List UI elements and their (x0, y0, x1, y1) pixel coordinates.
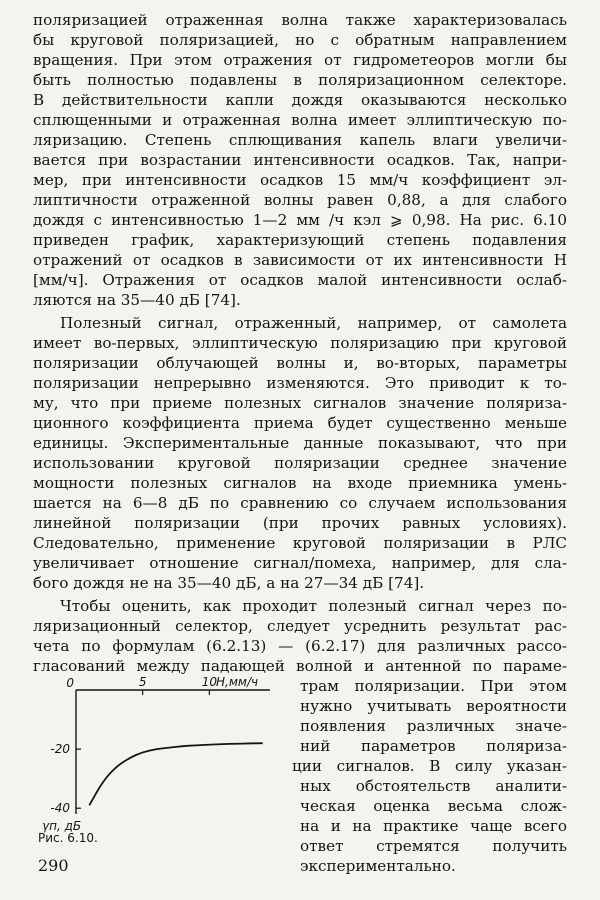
x-tick-label: 0 (66, 676, 74, 690)
text-line: ных обстоятельств аналити- (300, 777, 567, 795)
text-line: сплющенными и отраженная волна имеет эллиптическую по- (33, 111, 567, 129)
text-line: ции сигналов. В силу указан- (292, 757, 567, 775)
chart-series-line (89, 743, 262, 805)
figure-caption: Рис. 6.10. (38, 831, 98, 845)
y-axis-label: γп, дБ (42, 819, 82, 833)
x-tick-label: 10 (201, 675, 217, 689)
text-line: имеет во-первых, эллиптическую поляризацию при круговой (33, 334, 567, 352)
text-line: единицы. Экспериментальные данные показывают, что при (33, 434, 567, 452)
text-line: вается при возрастании интенсивности осадков. Так, напри- (33, 151, 567, 169)
text-line: [мм/ч]. Отражения от осадков малой интенсивности ослаб- (33, 271, 567, 289)
text-line: на и на практике чаще всего (300, 817, 567, 835)
text-line: отражений от осадков в зависимости от их интенсивности H (33, 251, 567, 269)
text-line: му, что при приеме полезных сигналов значение поляриза- (33, 394, 567, 412)
x-tick-label: 5 (138, 675, 147, 689)
y-tick-label: -40 (50, 801, 70, 816)
page-number: 290 (38, 856, 69, 875)
text-line: ний параметров поляриза- (300, 737, 567, 755)
text-line: Следовательно, применение круговой поляризации в РЛС (33, 534, 567, 552)
text-line: мощности полезных сигналов на входе приемника умень- (33, 474, 567, 492)
text-line: липтичности отраженной волны равен 0,88, а для слабого (33, 191, 567, 209)
text-line: быть полностью подавлены в поляризационном селекторе. (33, 71, 567, 89)
text-line: мер, при интенсивности осадков 15 мм/ч коэффициент эл- (33, 171, 567, 189)
text-line: поляризации облучающей волны и, во-вторых, параметры (33, 354, 567, 372)
text-line: линейной поляризации (при прочих равных условиях). (33, 514, 567, 532)
text-line: бы круговой поляризацией, но с обратным направлением (33, 31, 567, 49)
text-line: экспериментально. (300, 857, 456, 875)
text-line: нужно учитывать вероятности (300, 697, 567, 715)
text-line: ответ стремятся получить (300, 837, 567, 855)
text-line: дождя с интенсивностью 1—2 мм /ч κэл ⩾ 0,98. На рис. 6.10 (33, 211, 567, 229)
text-line: увеличивает отношение сигнал/помеха, например, для сла- (33, 554, 567, 572)
text-line: шается на 6—8 дБ по сравнению со случаем использования (33, 494, 567, 512)
text-line: приведен график, характеризующий степень подавления (33, 231, 567, 249)
text-line: В действительности капли дождя оказываются несколько (33, 91, 567, 109)
text-line: гласований между падающей волной и антенной по параме- (33, 657, 567, 675)
text-line: поляризацией отраженная волна также характеризовалась (33, 11, 567, 29)
text-line: чета по формулам (6.2.13) — (6.2.17) для различных рассо- (33, 637, 567, 655)
y-tick-label: -20 (50, 742, 70, 757)
text-line: Чтобы оценить, как проходит полезный сигнал через по- (60, 597, 567, 615)
text-line: ляризационный селектор, следует усреднить результат рас- (33, 617, 567, 635)
suppression-chart (40, 664, 280, 854)
text-line: использовании круговой поляризации среднее значение (33, 454, 567, 472)
x-axis-label: H,мм/ч (216, 675, 259, 689)
text-line: ляризацию. Степень сплющивания капель влаги увеличи- (33, 131, 567, 149)
text-line: трам поляризации. При этом (300, 677, 567, 695)
text-line: вращения. При этом отражения от гидрометеоров могли бы (33, 51, 567, 69)
text-line: ляются на 35—40 дБ [74]. (33, 291, 241, 309)
text-line: поляризации непрерывно изменяются. Это приводит к то- (33, 374, 567, 392)
text-line: ционного коэффициента приема будет существенно меньше (33, 414, 567, 432)
text-line: бого дождя не на 35—40 дБ, а на 27—34 дБ [74]. (33, 574, 425, 592)
text-line: появления различных значе- (300, 717, 567, 735)
text-line: ческая оценка весьма слож- (300, 797, 567, 815)
text-line: Полезный сигнал, отраженный, например, от самолета (60, 314, 567, 332)
